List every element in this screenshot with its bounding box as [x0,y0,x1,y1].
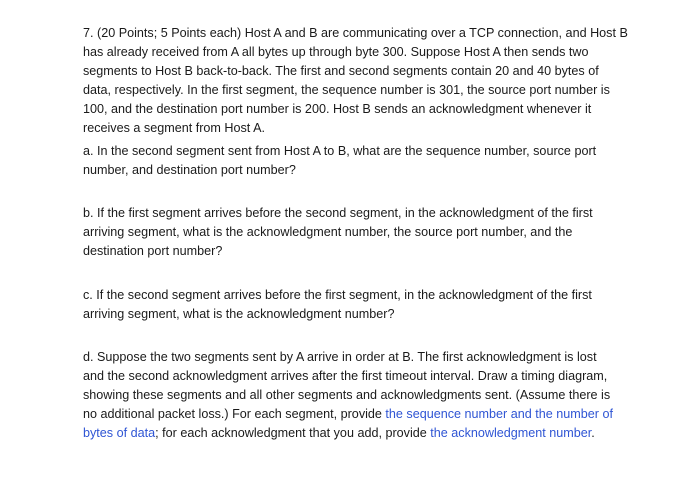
intro-line: 7. (20 Points; 5 Points each) Host A and B are communicating over a TCP connection, and Host B [83,26,628,40]
part-d-line: and the second acknowledgment arrives after the first timeout interval. Draw a timing diagram, [83,369,608,383]
highlighted-text: the sequence number and the number of [385,407,613,421]
part-a-line: number, and destination port number? [83,163,296,177]
intro-line: segments to Host B back-to-back. The first and second segments contain 20 and 40 bytes of [83,64,599,78]
intro-line: 100, and the destination port number is 200. Host B sends an acknowledgment whenever it [83,102,592,116]
part-d-line: showing these segments and all other segments and acknowledgments sent. (Assume there is [83,388,611,402]
part-d-text: no additional packet loss.) For each segment, provide [83,407,386,421]
part-d-text: ; for each acknowledgment that you add, provide [155,426,431,440]
part-b-line: arriving segment, what is the acknowledgment number, the source port number, and the [83,225,573,239]
part-d-line: d. Suppose the two segments sent by A arrive in order at B. The first acknowledgment is lost [83,350,597,364]
part-d-line [83,424,628,443]
intro-line: has already received from A all bytes up through byte 300. Suppose Host A then sends two [83,45,589,59]
part-c-line: c. If the second segment arrives before the first segment, in the acknowledgment of the first [83,288,592,302]
part-d-line [83,405,628,424]
question-part-d [83,348,628,443]
intro-line: data, respectively. In the first segment, the sequence number is 301, the source port number is [83,83,610,97]
part-b-line: destination port number? [83,244,223,258]
highlighted-text: the acknowledgment number [430,426,592,440]
intro-line: receives a segment from Host A. [83,121,265,135]
question-part-a [83,142,628,180]
part-c-line: arriving segment, what is the acknowledgment number? [83,307,395,321]
problem-intro [83,24,628,138]
part-d-text: . [591,426,595,440]
question-part-c [83,286,628,324]
highlighted-text: bytes of data [83,426,156,440]
question-part-b [83,204,628,261]
part-a-line: a. In the second segment sent from Host A to B, what are the sequence number, source port [83,144,597,158]
part-b-line: b. If the first segment arrives before the second segment, in the acknowledgment of the first [83,206,593,220]
